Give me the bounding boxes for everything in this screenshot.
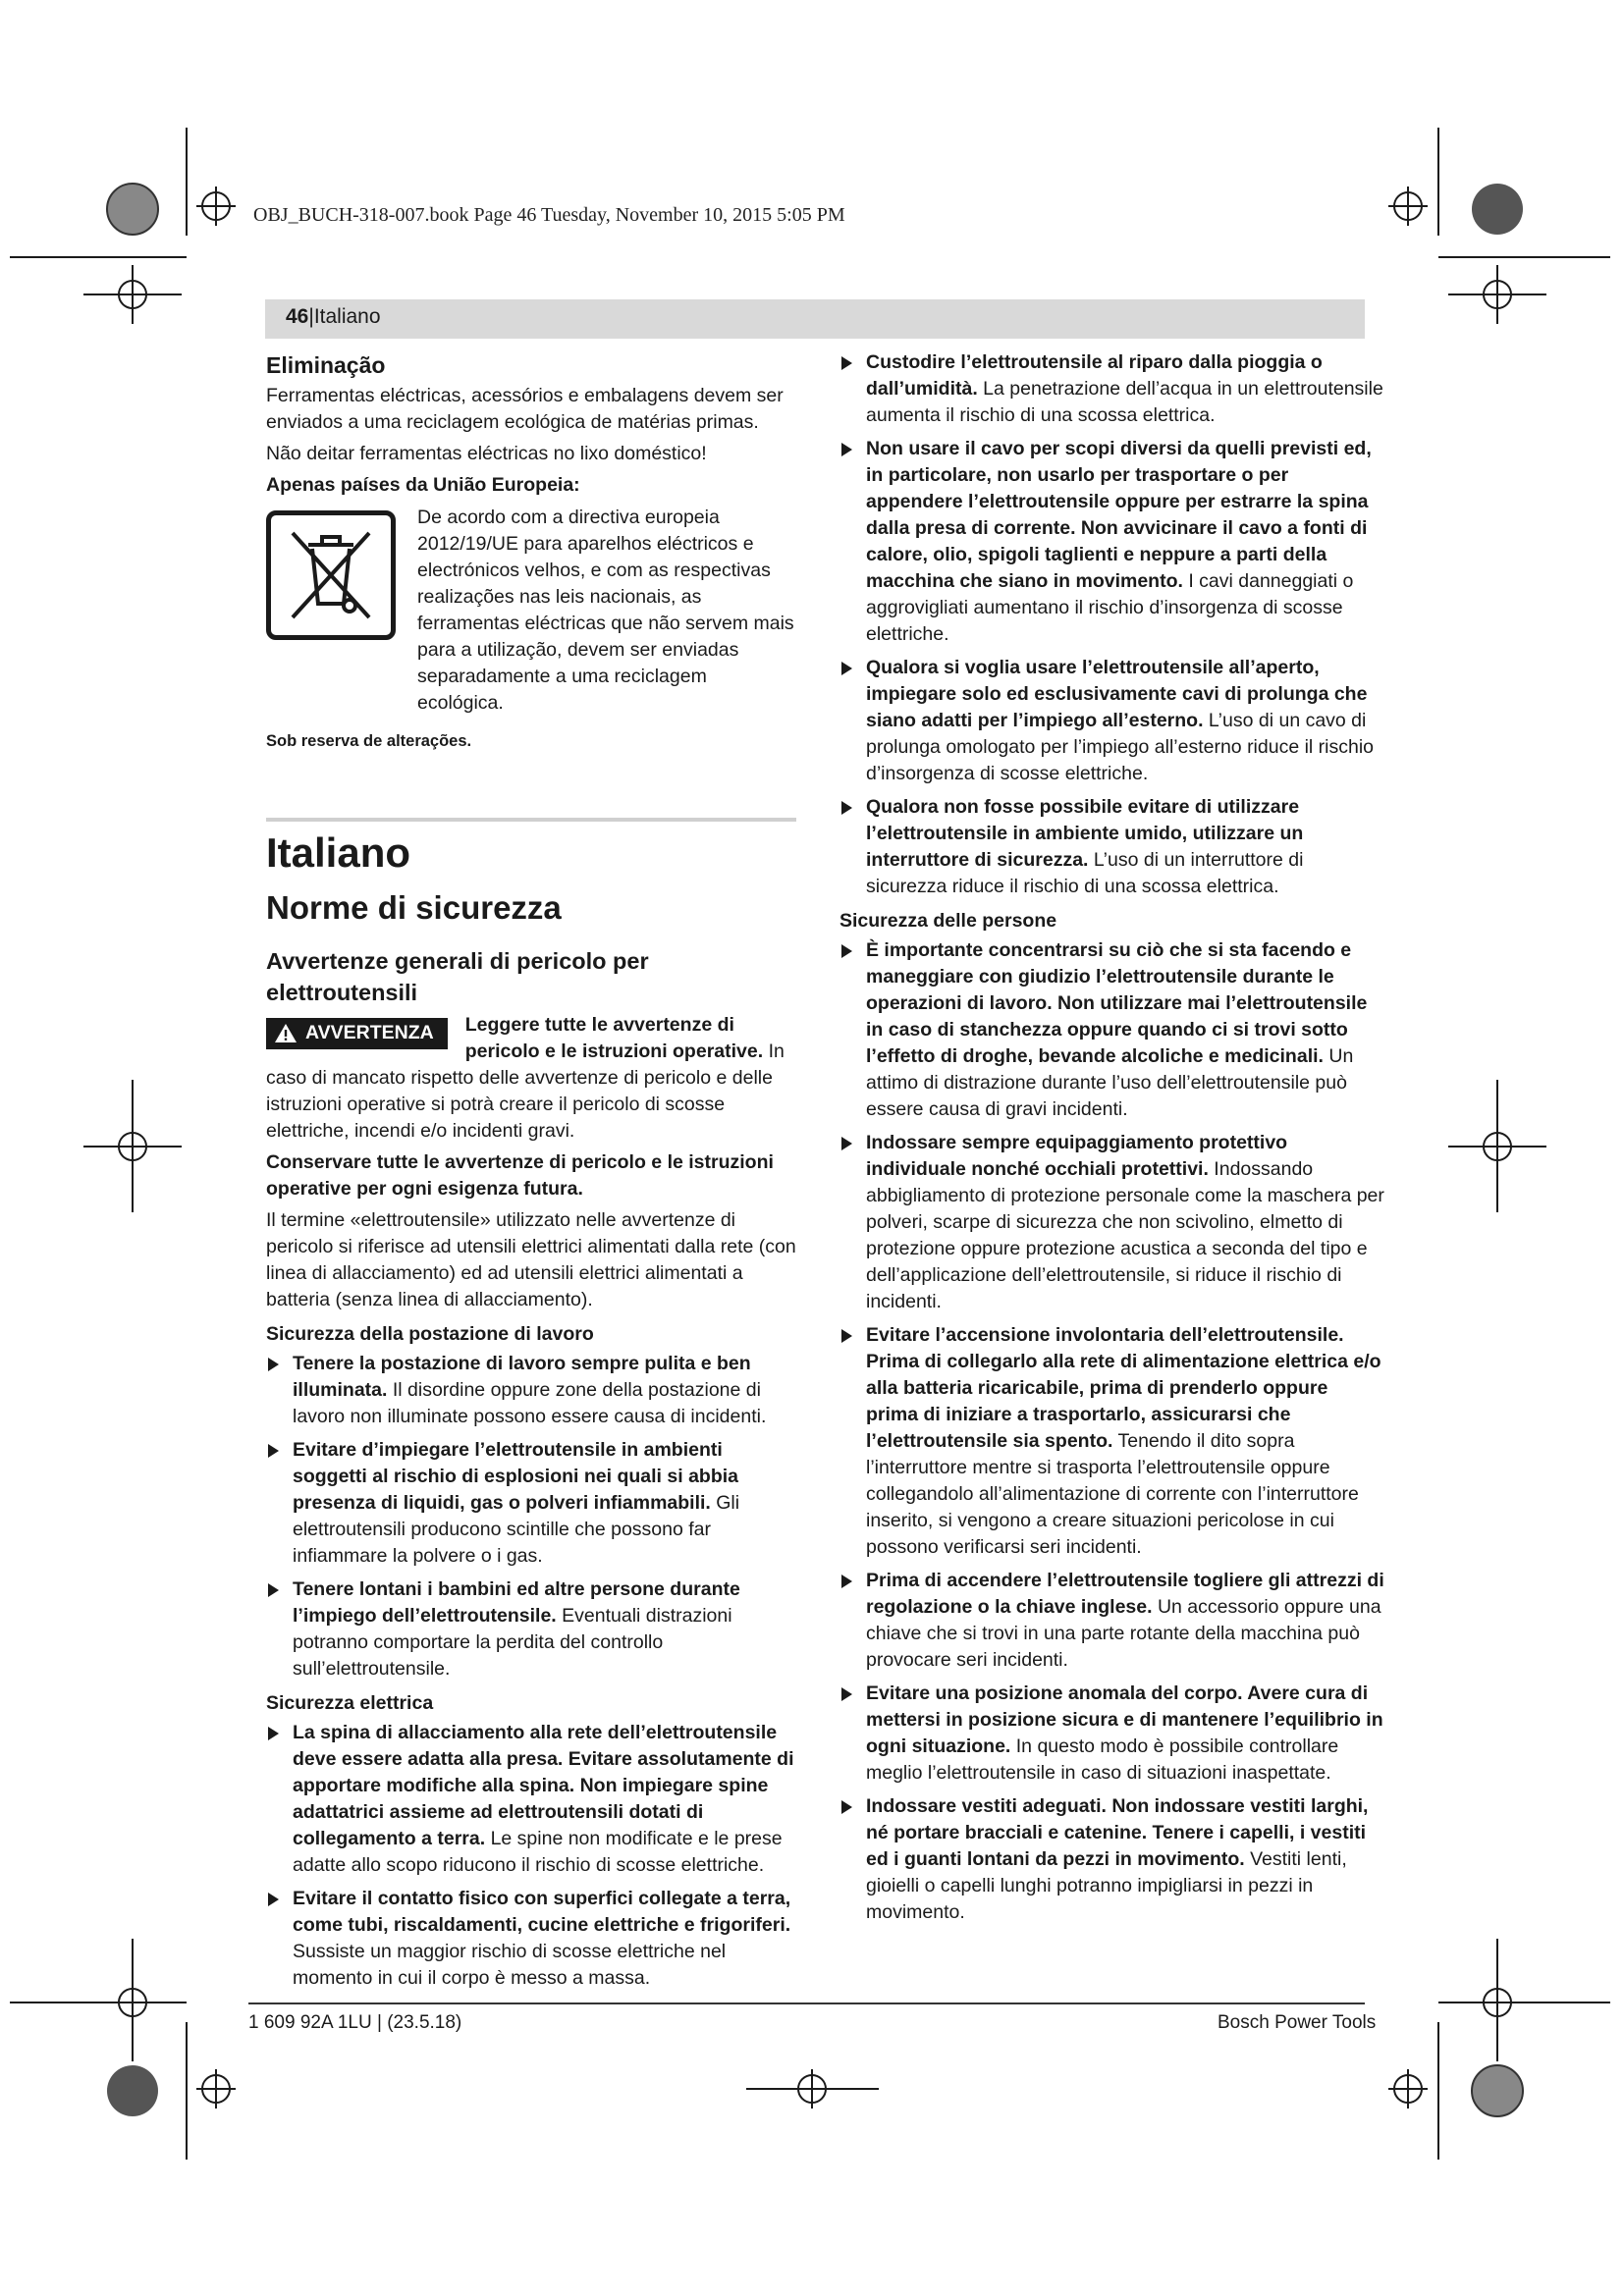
weee-text: De acordo com a directiva europeia 2012/19/UE para aparelhos eléctricos e electrónicos velhos, e com as respectivas realizações nas leis nacionais, as ferramentas eléctricas que não servem mais para a utilização, devem ser enviadas separadamente a uma reciclagem ecológica. [417,507,794,714]
list-item: Evitare il contatto fisico con superfici collegate a terra, come tubi, riscaldamenti, cucine elettriche e frigoriferi. Sussiste un maggior rischio di scosse elettriche nel momento in cui il corpo è messo a massa. [266,1886,796,1992]
bullet-triangle-icon [841,1800,852,1814]
list-item: Tenere lontani i bambini ed altre persone durante l’impiego dell’elettroutensile. Eventuali distrazioni potranno comportare la perdita del controllo sull’elettroutensile. [266,1576,796,1682]
list-item: Evitare d’impiegare l’elettroutensile in ambienti soggetti al rischio di esplosioni nei quali si abbia presenza di liquidi, gas o polveri infiammabili. Gli elettroutensili producono scintille che possono far infiammare la polvere o i gas. [266,1437,796,1570]
header-language: Italiano [313,305,381,328]
keep-instructions-bold: Conservare tutte le avvertenze di pericolo e le istruzioni operative per ogni esigenza futura. [266,1151,774,1200]
electrical-safety-heading: Sicurezza elettrica [266,1692,434,1714]
bullet-triangle-icon [841,1687,852,1701]
bullet-triangle-icon [268,1727,279,1740]
warning-paragraph [266,1012,796,1145]
warning-bold: Leggere tutte le avvertenze di pericolo e le istruzioni operative. [464,1014,764,1062]
footer-code: 1 609 92A 1LU | (23.5.18) [248,2012,462,2033]
term-definition: Il termine «elettroutensile» utilizzato nelle avvertenze di pericolo si riferisce ad utensili elettrici alimentati dalla rete (con linea di allacciamento) ed ad utensili elettrici alimentati a batteria (senza linea di allacciamento). [266,1209,796,1310]
header-separator: | [308,305,314,328]
weee-block [266,505,796,717]
page-number: 46 [286,305,309,328]
eu-heading: Apenas países da União Europeia: [266,474,580,496]
page-header [286,305,381,329]
list-item: Evitare una posizione anomala del corpo. Avere cura di mettersi in posizione sicura e di mantenere l’equilibrio in ogni situazione. In questo modo è possibile controllare meglio l’elettroutensile in caso di situazioni inaspettate. [839,1681,1384,1787]
bullet-triangle-icon [841,356,852,370]
list-item: Non usare il cavo per scopi diversi da quelli previsti ed, in particolare, non usarlo per trasportare o per appendere l’elettroutensile oppure per estrarre la spina dalla presa di corrente. Non avvicinare il cavo a fonti di calore, olio, spigoli taglienti e neppure a parti della macchina che siano in movimento. I cavi danneggiati o aggrovigliati aumentano il rischio d’insorgenza di scosse elettriche. [839,436,1384,648]
section-title-italiano: Italiano [266,829,411,876]
footer-brand: Bosch Power Tools [1218,2012,1377,2033]
personal-safety-heading: Sicurezza delle persone [839,910,1057,932]
bullet-triangle-icon [841,443,852,456]
warning-label: AVVERTENZA [305,1022,434,1043]
bullet-triangle-icon [841,1329,852,1343]
warning-text: In caso di mancato rispetto delle avvertenze di pericolo e delle istruzioni operative si potrà creare il pericolo di scosse elettriche, incendi e/o incidenti gravi. [266,1041,785,1142]
bullet-triangle-icon [841,801,852,815]
bullet-triangle-icon [841,944,852,958]
warning-triangle-icon [274,1023,298,1043]
bullet-triangle-icon [268,1583,279,1597]
list-item: Indossare vestiti adeguati. Non indossare vestiti larghi, né portare bracciali e catenine. Tenere i capelli, i vestiti ed i guanti lontani da pezzi in movimento. Vestiti lenti, gioielli o capelli lunghi potranno impigliarsi in pezzi in movimento. [839,1793,1384,1926]
list-item: Prima di accendere l’elettroutensile togliere gli attrezzi di regolazione o la chiave inglese. Un accessorio oppure una chiave che si trovi in una parte rotante della macchina può provocare seri incidenti. [839,1568,1384,1674]
section-divider [266,818,796,822]
list-item: Evitare l’accensione involontaria dell’elettroutensile. Prima di collegarlo alla rete di alimentazione elettrica e/o alla batteria ricaricabile, prima di prenderlo oppure prima di iniziare a trasportarlo, assicurarsi che l’elettroutensile sia spento. Tenendo il dito sopra l’interruttore mentre si trasporta l’elettroutensile oppure collegandolo all’alimentazione di corrente con l’interruttore inserito, si vengono a creare situazioni pericolose in cui possono verificarsi seri incidenti. [839,1322,1384,1561]
bullet-triangle-icon [841,1575,852,1588]
bullet-triangle-icon [268,1893,279,1906]
list-item: Qualora si voglia usare l’elettroutensile all’aperto, impiegare solo ed esclusivamente cavi di prolunga che siano adatti per l’impiego all’esterno. L’uso di un cavo di prolunga omologato per l’impiego all’esterno riduce il rischio d’insorgenza di scosse elettriche. [839,655,1384,787]
keep-instructions [266,1149,796,1202]
elimination-note: Não deitar ferramentas eléctricas no lixo doméstico! [266,443,707,464]
list-item: Tenere la postazione di lavoro sempre pulita e ben illuminata. Il disordine oppure zone della postazione di lavoro non illuminate possono essere causa di incidenti. [266,1351,796,1430]
elimination-paragraph: Ferramentas eléctricas, acessórios e embalagens devem ser enviados a uma reciclagem ecológica de matérias primas. [266,385,784,433]
list-item: Indossare sempre equipaggiamento protettivo individuale nonché occhiali protettivi. Indossando abbigliamento di protezione personale come la maschera per polveri, scarpe di sicurezza che non scivolino, elmetto di protezione oppure protezione acustica a seconda del tipo e dell’applicazione dell’elettroutensile, si riduce il rischio di incidenti. [839,1130,1384,1315]
work-area-heading: Sicurezza della postazione di lavoro [266,1323,594,1345]
warning-badge [266,1018,448,1049]
bullet-triangle-icon [841,1137,852,1150]
reserve-note: Sob reserva de alterações. [266,732,472,750]
crossed-bin-icon [266,510,396,640]
book-meta-line: OBJ_BUCH-318-007.book Page 46 Tuesday, November 10, 2015 5:05 PM [253,204,845,226]
left-column [266,349,796,1999]
safety-rules-title: Norme di sicurezza [266,889,562,926]
right-column [839,349,1384,1933]
list-item: La spina di allacciamento alla rete dell’elettroutensile deve essere adatta alla presa. Evitare assolutamente di apportare modifiche alla spina. Non impiegare spine adattatrici assieme ad elettroutensili dotati di collegamento a terra. Le spine non modificate e le prese adatte allo scopo riducono il rischio di scosse elettriche. [266,1720,796,1879]
page-header-bar [265,299,1365,339]
bullet-triangle-icon [841,662,852,675]
list-item: Custodire l’elettroutensile al riparo dalla pioggia o dall’umidità. La penetrazione dell’acqua in un elettroutensile aumenta il rischio di una scossa elettrica. [839,349,1384,429]
footer-rule [248,2002,1365,2004]
bullet-triangle-icon [268,1444,279,1458]
elimination-heading: Eliminação [266,352,386,378]
list-item: È importante concentrarsi su ciò che si sta facendo e maneggiare con giudizio l’elettroutensile durante le operazioni di lavoro. Non utilizzare mai l’elettroutensile in caso di stanchezza oppure quando ci si trovi sotto l’effetto di droghe, bevande alcoliche e medicinali. Un attimo di distrazione durante l’uso dell’elettroutensile può essere causa di gravi incidenti. [839,937,1384,1123]
bullet-triangle-icon [268,1358,279,1371]
list-item: Qualora non fosse possibile evitare di utilizzare l’elettroutensile in ambiente umido, utilizzare un interruttore di sicurezza. L’uso di un interruttore di sicurezza riduce il rischio di una scossa elettrica. [839,794,1384,900]
general-warnings-heading: Avvertenze generali di pericolo per elettroutensili [266,948,649,1005]
